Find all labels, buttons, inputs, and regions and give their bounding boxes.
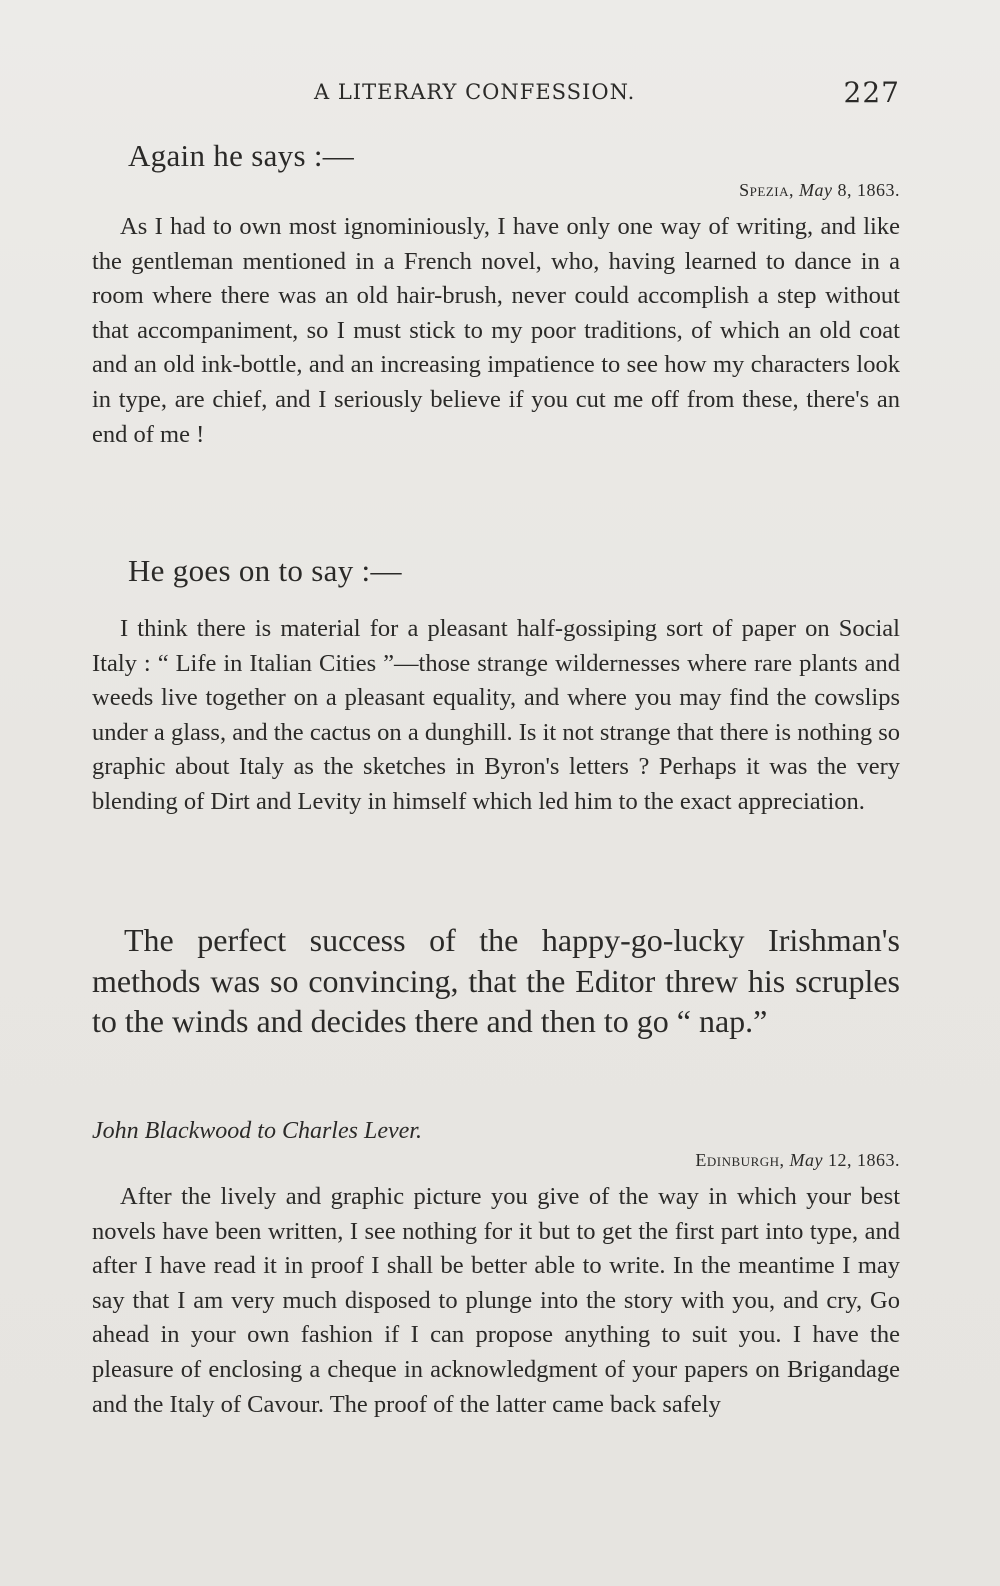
dateline-date: 8, 1863. [837,180,900,200]
dateline-month: May [789,1150,823,1170]
letter-body-paragraph: After the lively and graphic picture you give of the way in which your best novels have been written, I see nothing for it but to get the first part into type, and after I have read it in proof I shall be better able to write. In the meantime I may say that I am very much disposed to plunge into the story with you, and cry, Go ahead in your own fashion if I can propose anything to suit you. I have the pleasure of enclosing a cheque in acknowledgment of your papers on Brigandage and the Italy of Cavour. The proof of the latter came back safely [92,1183,900,1418]
section-intro-goes-on: He goes on to say :— [128,553,402,588]
dateline-place: Edinburgh, [695,1150,785,1170]
dateline-edinburgh [695,1150,900,1171]
quoted-letter-paragraph-1: As I had to own most ignominiously, I have only one way of writing, and like the gentleman mentioned in a French novel, who, having learned to dance in a room where there was an old hair-brush, never could accomplish a step without that accompaniment, so I must stick to my poor traditions, of which an old coat and an old ink-bottle, and an increasing impatience to see how my characters look in type, are chief, and I seriously believe if you cut me off from these, there's an end of me ! [92,213,900,448]
letter-heading: John Blackwood to Charles Lever. [92,1118,422,1144]
narrative-paragraph: The perfect success of the happy-go-lucky Irishman's methods was so convincing, that the Editor threw his scruples to the winds and decides there and then to go “ nap.” [92,922,900,1039]
quoted-letter-paragraph-2: I think there is material for a pleasant half-gossiping sort of paper on Social Italy : “ Life in Italian Cities ”—those strange wildernesses where rare plants and weeds live together on a pleasant equality, and where you may find the cowslips under a glass, and the cactus on a dunghill. Is it not strange that there is nothing so graphic about Italy as the sketches in Byron's letters ? Perhaps it was the very blending of Dirt and Levity in himself which led him to the exact appreciation. [92,615,900,815]
page-number: 227 [843,76,900,109]
dateline-date: 12, 1863. [828,1150,900,1170]
dateline-place: Spezia, [739,180,795,200]
dateline-month: May [799,180,833,200]
section-intro-again: Again he says :— [128,138,355,173]
dateline-spezia [739,180,900,201]
running-title: A LITERARY CONFESSION. [314,80,636,104]
page-header [92,76,900,116]
